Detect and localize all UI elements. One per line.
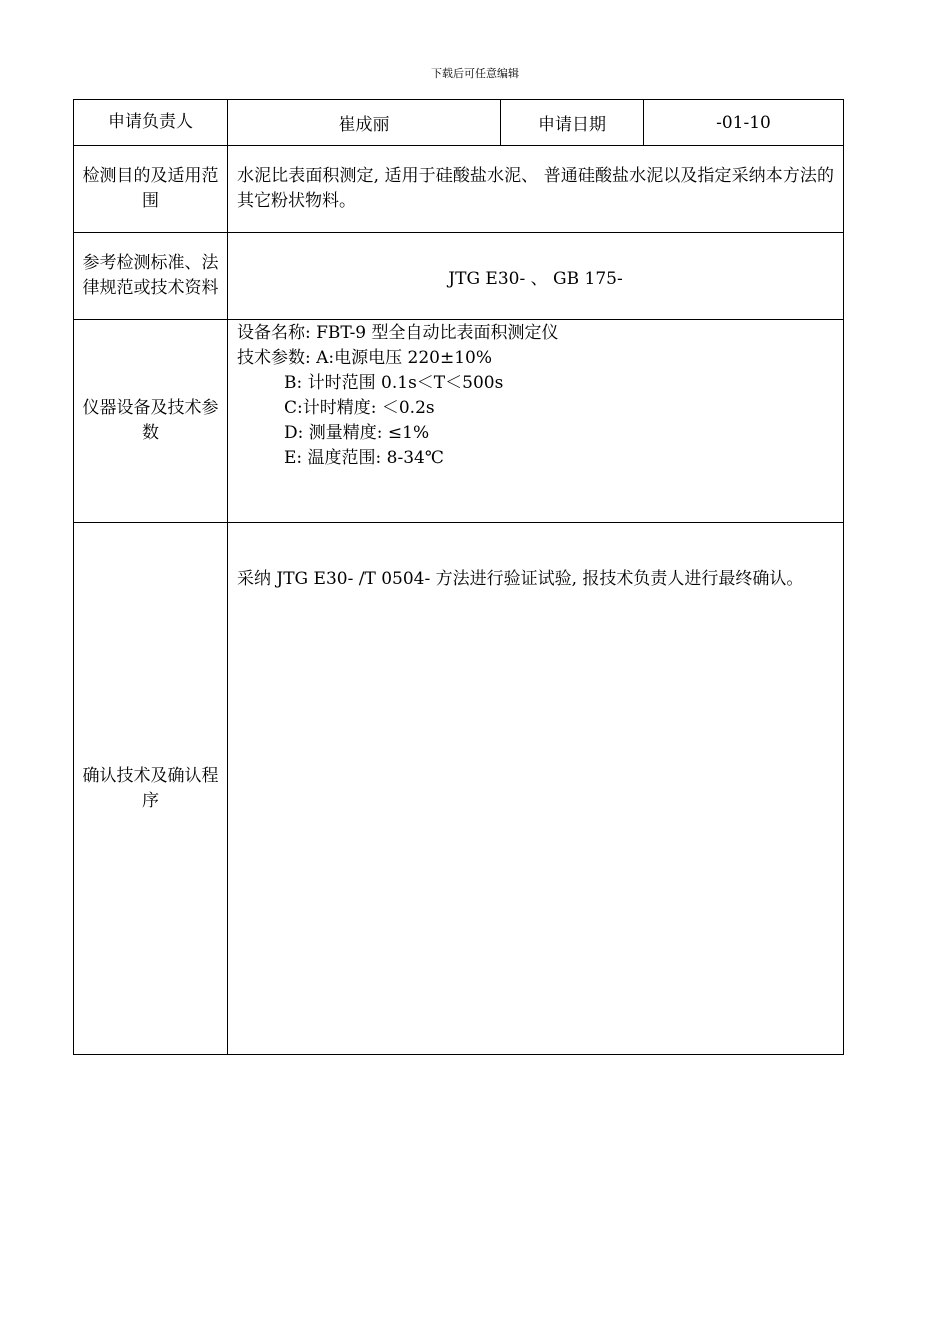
confirmation-row [74,523,844,1055]
application-form-table [73,99,844,1055]
confirmation-label: 确认技术及确认程序 [74,523,228,1055]
apply-date-value: -01-10 [644,100,844,146]
tech-param-d: D: 测量精度: ≤1% [284,423,430,443]
tech-param-e: E: 温度范围: 8-34℃ [284,448,444,468]
tech-param-b: B: 计时范围 0.1s＜T＜500s [284,373,504,393]
confirmation-cell [228,523,844,1055]
standards-label: 参考检测标准、法律规范或技术资料 [74,233,228,320]
equipment-row [74,320,844,523]
tech-param-line: 技术参数: A:电源电压 220±10% [237,348,493,368]
standards-text: JTG E30- 、 GB 175- [228,233,844,320]
applicant-row [74,100,844,146]
standards-row [74,233,844,320]
equipment-label: 仪器设备及技术参数 [74,320,228,523]
purpose-label: 检测目的及适用范围 [74,146,228,233]
purpose-row [74,146,844,233]
applicant-label: 申请负责人 [74,100,228,146]
purpose-text: 水泥比表面积测定, 适用于硅酸盐水泥、 普通硅酸盐水泥以及指定采纳本方法的其它粉状物料。 [228,146,844,233]
applicant-value: 崔成丽 [228,100,501,146]
tech-param-c: C:计时精度: ＜0.2s [284,398,435,418]
equipment-name-line: 设备名称: FBT-9 型全自动比表面积测定仪 [237,323,559,343]
page-header-note: 下载后可任意编辑 [431,67,519,80]
apply-date-label: 申请日期 [501,100,644,146]
confirmation-text: 采纳 JTG E30- /T 0504- 方法进行验证试验, 报技术负责人进行最终确认。 [237,569,804,589]
equipment-details [228,320,844,523]
